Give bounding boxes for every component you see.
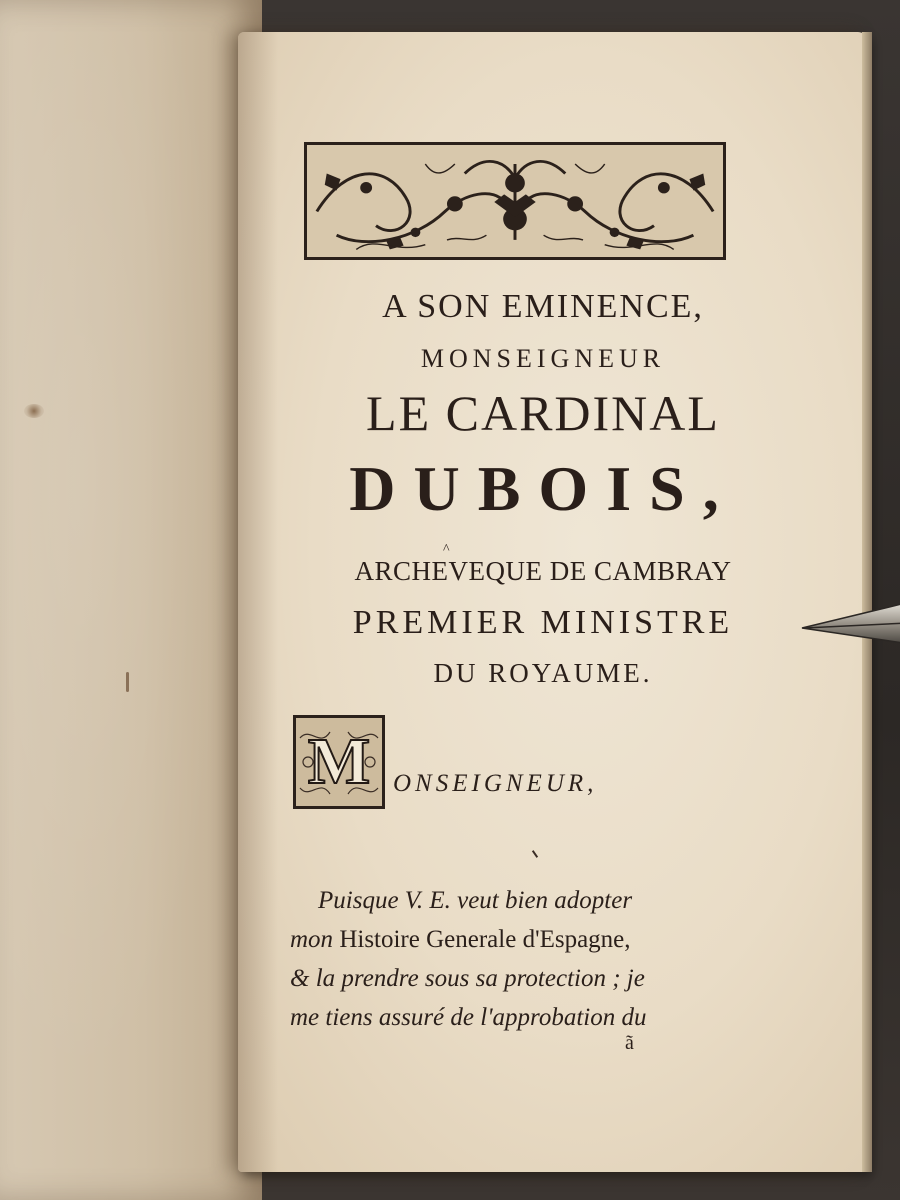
dedication-line-2: MONSEIGNEUR: [420, 344, 666, 373]
floral-ornament-icon: [304, 142, 726, 260]
body-line-4: [290, 1004, 730, 1032]
title-page: [238, 32, 868, 1172]
body-line-2: [290, 926, 730, 954]
accent-mark: ^: [443, 542, 450, 557]
tick-mark: [532, 850, 538, 858]
ink-mark: [126, 672, 129, 692]
dedication-line-5: ARCHEVEQUE DE CAMBRAY: [354, 556, 732, 586]
body-line-3-text: & la prendre sous sa protection ; je: [290, 965, 645, 992]
signature-mark: ã: [625, 1032, 634, 1054]
dedication-name: DUBOIS,: [349, 453, 737, 524]
dedication-line-1: A SON EMINENCE,: [382, 288, 704, 325]
body-line-4-text: me tiens assuré de l'approbation du: [290, 1004, 647, 1031]
dedication-line-3: LE CARDINAL: [366, 385, 720, 441]
pen-nib-icon: [800, 598, 900, 648]
body-line-1: [318, 887, 730, 915]
dedication-line-7: DU ROYAUME.: [433, 658, 653, 688]
body-line-2-italic: mon: [290, 926, 334, 953]
decorated-initial-icon: [293, 715, 385, 809]
stain-spot: [24, 404, 44, 418]
initial-letter: M: [307, 725, 371, 798]
body-line-1-text: Puisque V. E. veut bien adopter: [318, 887, 633, 914]
body-line-3: [290, 965, 730, 993]
left-blank-leaf: [0, 0, 262, 1200]
salutation: ONSEIGNEUR,: [393, 770, 598, 797]
body-line-2-roman: Histoire Generale d'Espagne,: [333, 926, 631, 953]
dedication-line-6: PREMIER MINISTRE: [352, 604, 734, 641]
